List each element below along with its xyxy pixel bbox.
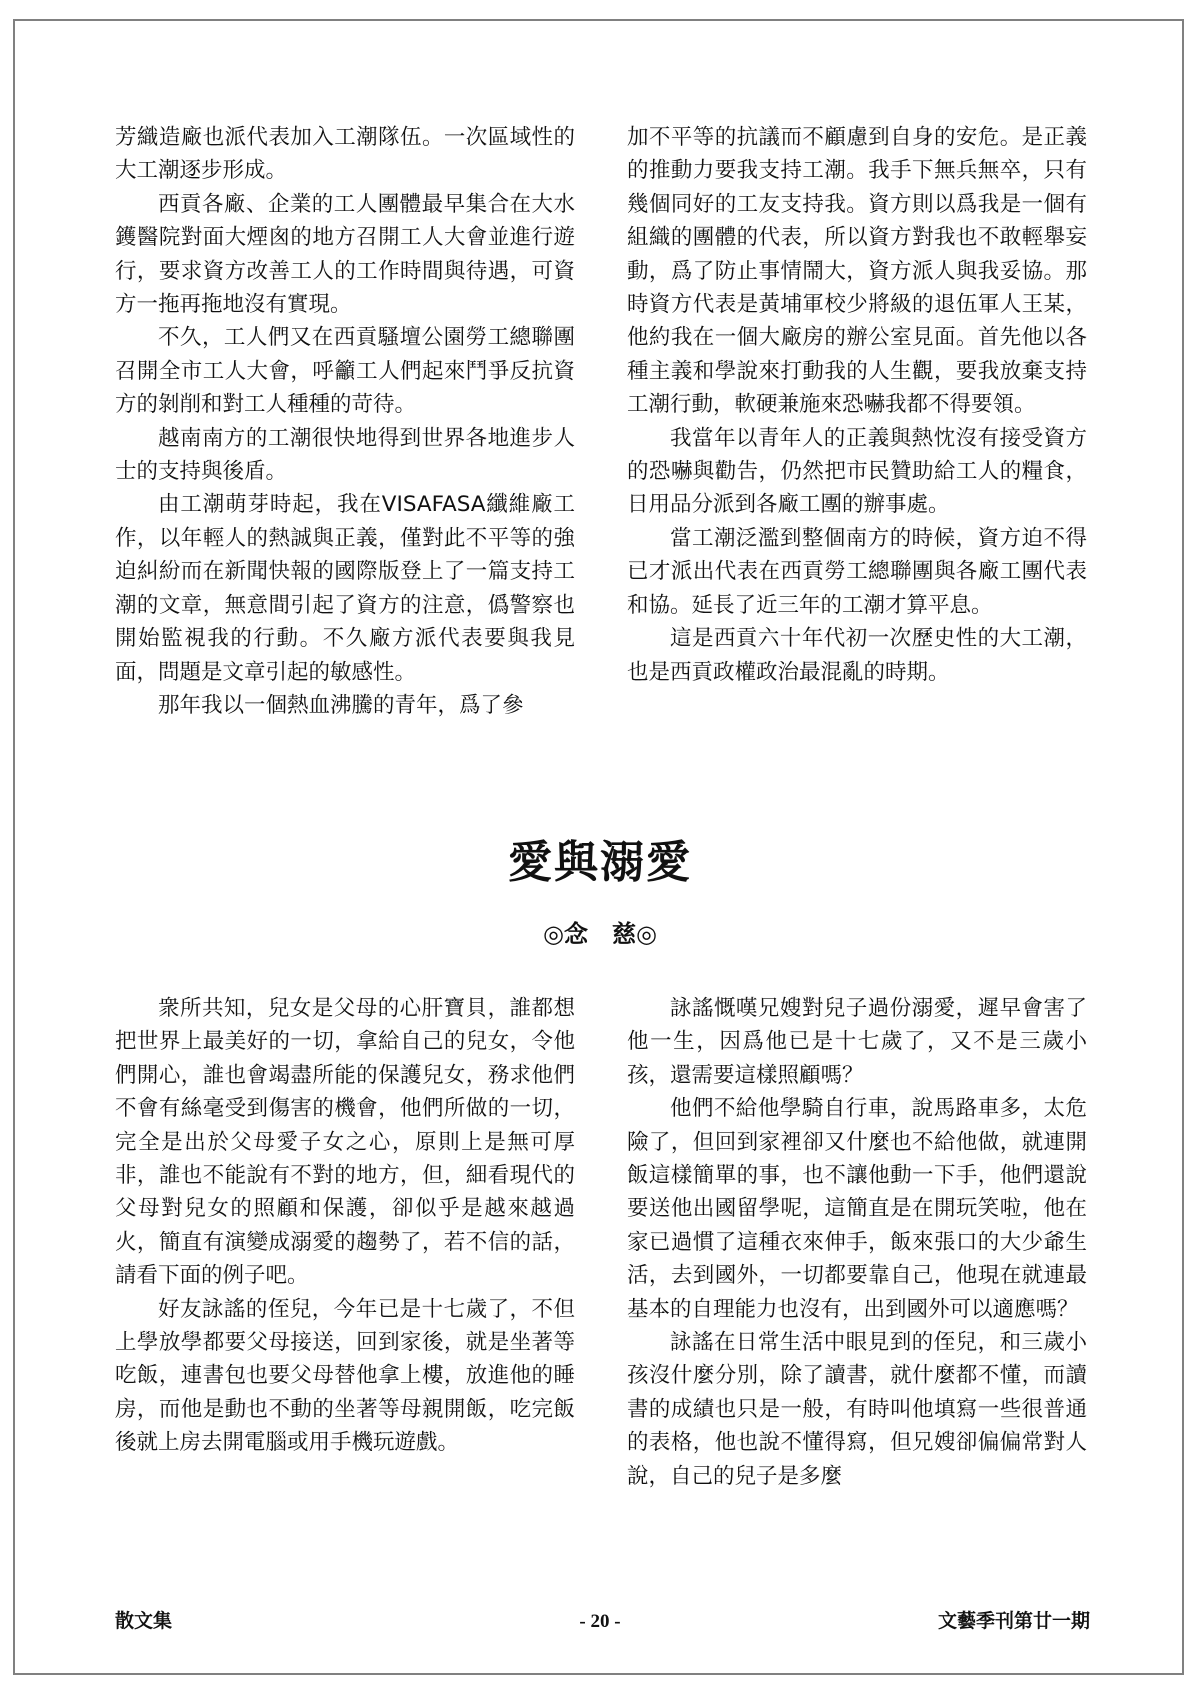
paragraph: 好友詠謠的侄兒，今年已是十七歲了，不但上學放學都要父母接送，回到家後，就是坐著等吃飯，連書包也要父母替他拿上樓，放進他的睡房，而他是動也不動的坐著等母親開飯，吃完飯後就上房去開電腦或用手機玩遊戲。 [115, 1296, 575, 1456]
footer-publication: 文藝季刊第廿一期 [937, 1611, 1090, 1632]
paragraph: 由工潮萌芽時起，我在VISAFASA纖維廠工作，以年輕人的熱誠與正義，僅對此不平等的強迫糾紛而在新聞快報的國際版登上了一篇支持工潮的文章，無意間引起了資方的注意，僞警察也開始監視我的行動。不久廠方派代表要與我見面，問題是文章引起的敏感性。 [115, 492, 575, 685]
paragraph: 他們不給他學騎自行車，說馬路車多，太危險了，但回到家裡卻又什麼也不給他做，就連開飯這樣簡單的事，也不讓他動一下手，他們還說要送他出國留學呢，這簡直是在開玩笑啦，他在家已過慣了這種衣來伸手，飯來張口的大少爺生活，去到國外，一切都要靠自己，他現在就連最基本的自理能力也沒有，出到國外可以適應嗎？ [627, 1096, 1087, 1322]
paragraph: 西貢各廠、企業的工人團體最早集合在大水鑊醫院對面大煙囪的地方召開工人大會並進行遊行，要求資方改善工人的工作時間與待遇，可資方一拖再拖地沒有實現。 [115, 191, 575, 318]
double-circle-mark-icon: ◎ [543, 919, 564, 948]
paragraph: 越南南方的工潮很快地得到世界各地進步人士的支持與後盾。 [115, 425, 575, 485]
article1-left-column [115, 121, 575, 722]
article-title: 愛與溺愛 [508, 837, 692, 888]
paragraph: 我當年以青年人的正義與熱忱沒有接受資方的恐嚇與勸告，仍然把市民贊助給工人的糧食，日用品分派到各廠工團的辦事處。 [627, 425, 1087, 518]
author-name-part: 慈 [612, 919, 636, 948]
double-circle-mark-icon: ◎ [636, 919, 657, 948]
article2-left-column [115, 992, 575, 1460]
paragraph: 加不平等的抗議而不顧慮到自身的安危。是正義的推動力要我支持工潮。我手下無兵無卒，只有幾個同好的工友支持我。資方則以爲我是一個有組織的團體的代表，所以資方對我也不敢輕舉妄動，爲了防止事情鬧大，資方派人與我妥協。那時資方代表是黃埔軍校少將級的退伍軍人王某，他約我在一個大廠房的辦公室見面。首先他以各種主義和學說來打動我的人生觀，要我放棄支持工潮行動，軟硬兼施來恐嚇我都不得要領。 [627, 125, 1087, 418]
footer-page-number: - 20 - [579, 1611, 621, 1632]
article2-right-column [627, 992, 1087, 1493]
author-name-part: 念 [564, 919, 588, 948]
paragraph: 衆所共知，兒女是父母的心肝寶貝，誰都想把世界上最美好的一切，拿給自己的兒女，令他們開心，誰也會竭盡所能的保護兒女，務求他們不會有絲毫受到傷害的機會，他們所做的一切，完全是出於父母愛子女之心，原則上是無可厚非，誰也不能說有不對的地方，但，細看現代的父母對兒女的照顧和保護，卻似乎是越來越過火，簡直有演變成溺愛的趨勢了，若不信的話，請看下面的例子吧。 [115, 996, 575, 1289]
paragraph: 當工潮泛濫到整個南方的時候，資方迫不得已才派出代表在西貢勞工總聯團與各廠工團代表和協。延長了近三年的工潮才算平息。 [627, 525, 1087, 618]
footer-section-name: 散文集 [115, 1611, 173, 1632]
article1-right-column [627, 121, 1087, 689]
paragraph: 不久，工人們又在西貢騷壇公園勞工總聯團召開全市工人大會，呼籲工人們起來鬥爭反抗資方的剝削和對工人種種的苛待。 [115, 325, 575, 418]
paragraph: 詠謠在日常生活中眼見到的侄兒，和三歲小孩沒什麼分別，除了讀書，就什麼都不懂，而讀書的成績也只是一般，有時叫他填寫一些很普通的表格，他也說不懂得寫，但兄嫂卻偏偏常對人說，自己的兒子是多麼 [627, 1330, 1087, 1489]
paragraph: 這是西貢六十年代初一次歷史性的大工潮，也是西貢政權政治最混亂的時期。 [627, 626, 1087, 685]
paragraph: 芳織造廠也派代表加入工潮隊伍。一次區域性的大工潮逐步形成。 [115, 125, 575, 184]
author-byline [0, 918, 1200, 950]
paragraph: 詠謠慨嘆兄嫂對兒子過份溺愛，遲早會害了他一生，因爲他已是十七歲了，又不是三歲小孩，還需要這樣照顧嗎？ [627, 996, 1087, 1088]
paragraph: 那年我以一個熱血沸騰的青年，爲了參 [158, 692, 524, 718]
